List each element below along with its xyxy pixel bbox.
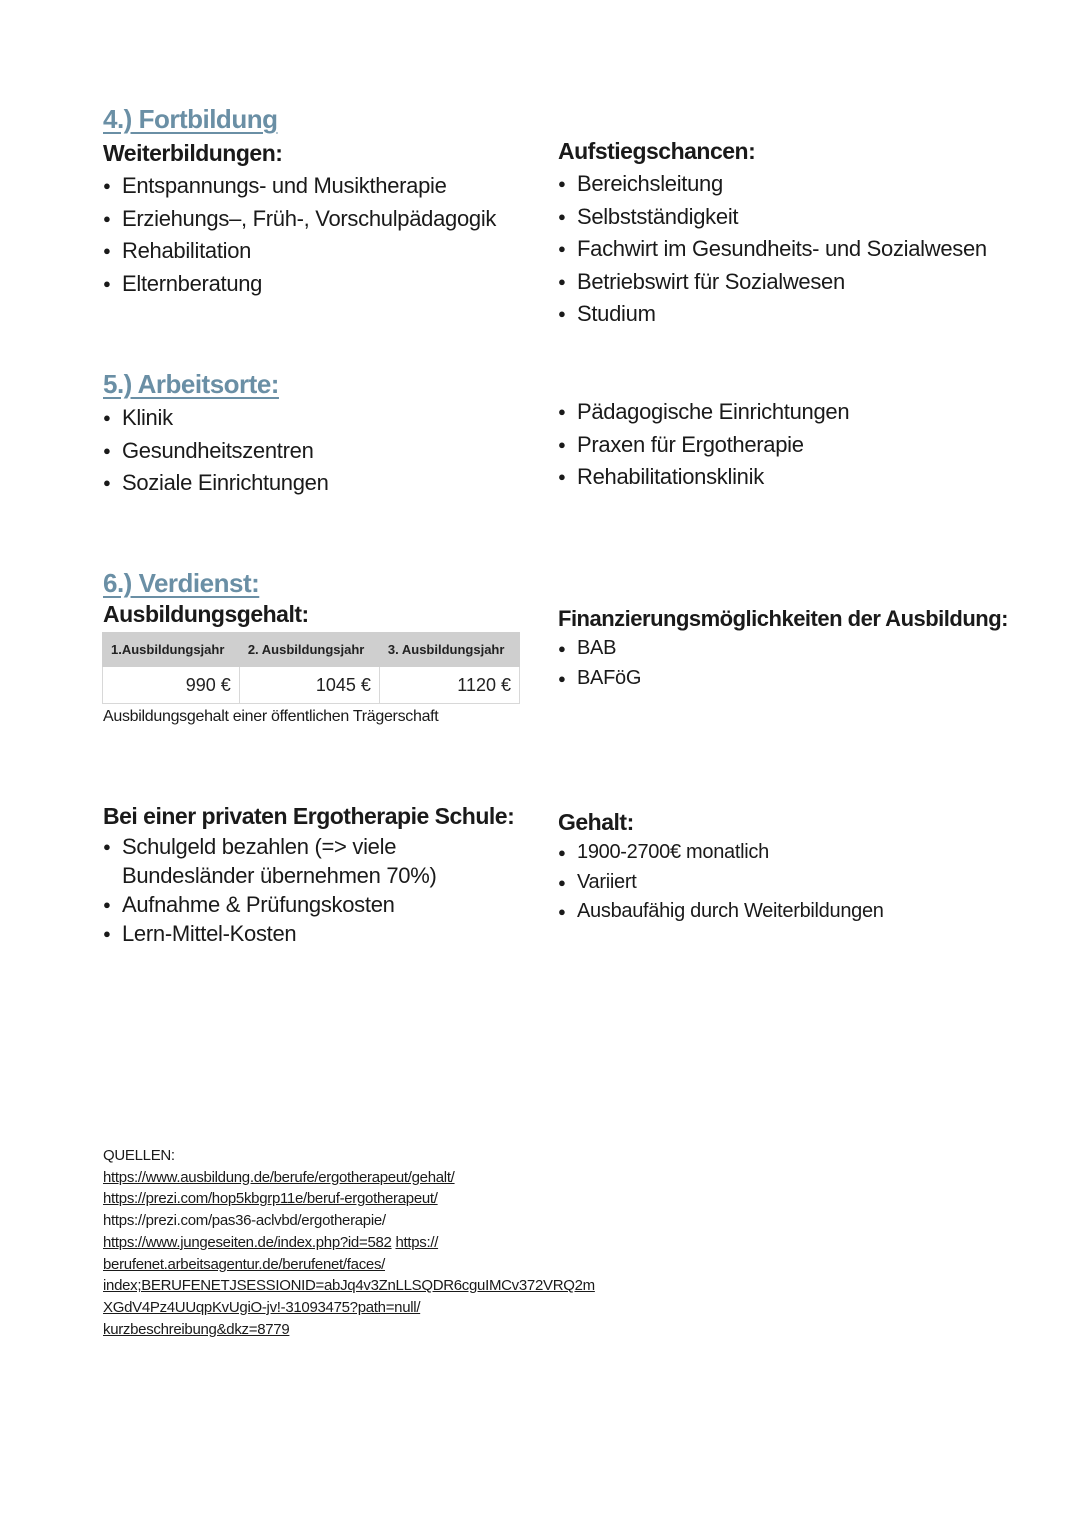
list-item: ● Variiert (558, 868, 884, 898)
list-item: ● 1900-2700€ monatlich (558, 838, 884, 868)
arbeitsorte-left-list (103, 402, 329, 500)
list-item: ● Pädagogische Einrichtungen (558, 396, 849, 429)
list-item: ● Soziale Einrichtungen (103, 467, 329, 500)
table-cell: 990 € (103, 667, 240, 704)
aufstieg-list (558, 168, 987, 331)
gehalt-heading: Gehalt: (558, 809, 634, 835)
salary-table (102, 632, 520, 704)
source-link-5-cont[interactable]: index;BERUFENETJSESSIONID=abJq4v3ZnLLSQDR6cguIMCv372VRQ2m (103, 1277, 595, 1295)
table-header: 3. Ausbildungsjahr (379, 633, 519, 667)
list-item: ● Elternberatung (103, 268, 496, 301)
list-item: ● Klinik (103, 402, 329, 435)
table-header: 2. Ausbildungsjahr (239, 633, 379, 667)
list-item: ● Rehabilitationsklinik (558, 461, 849, 494)
privat-heading: Bei einer privaten Ergotherapie Schule: (103, 803, 515, 829)
table-caption: Ausbildungsgehalt einer öffentlichen Trägerschaft (103, 708, 439, 725)
table-cell: 1045 € (239, 667, 379, 704)
list-item: ● Betriebswirt für Sozialwesen (558, 266, 987, 299)
list-item: ● Lern-Mittel-Kosten (103, 919, 483, 948)
privat-list (103, 832, 483, 948)
gehalt-list (558, 838, 884, 927)
source-link-2[interactable]: https://prezi.com/hop5kbgrp11e/beruf-ergotherapeut/ (103, 1190, 438, 1208)
table-header: 1.Ausbildungsjahr (103, 633, 240, 667)
sources-block (103, 1145, 595, 1340)
source-link-5-cont[interactable]: XGdV4Pz4UUqpKvUgiO-jv!-31093475?path=null/ (103, 1298, 421, 1316)
table-cell: 1120 € (379, 667, 519, 704)
list-item: ● Entspannungs- und Musiktherapie (103, 170, 496, 203)
finanzierung-heading: Finanzierungsmöglichkeiten der Ausbildung: (558, 606, 1008, 631)
list-item: ● Aufnahme & Prüfungskosten (103, 890, 483, 919)
aufstieg-heading: Aufstiegschancen: (558, 138, 756, 164)
weiterbildungen-heading: Weiterbildungen: (103, 140, 283, 166)
arbeitsorte-right-list (558, 396, 849, 494)
list-item: ● Ausbaufähig durch Weiterbildungen (558, 897, 884, 927)
list-item: ● BAB (558, 634, 641, 664)
list-item: ● Selbstständigkeit (558, 201, 987, 234)
list-item: ● Gesundheitszentren (103, 435, 329, 468)
source-link-4[interactable]: https://www.jungeseiten.de/index.php?id=582 (103, 1233, 392, 1251)
source-link-5[interactable]: https:// (395, 1233, 439, 1251)
section-title-arbeitsorte: 5.) Arbeitsorte: (103, 369, 279, 399)
ausbildungsgehalt-heading: Ausbildungsgehalt: (103, 601, 309, 627)
list-item: ● Praxen für Ergotherapie (558, 429, 849, 462)
list-item: ● Bereichsleitung (558, 168, 987, 201)
source-link-1[interactable]: https://www.ausbildung.de/berufe/ergotherapeut/gehalt/ (103, 1168, 455, 1186)
section-title-verdienst: 6.) Verdienst: (103, 568, 260, 598)
source-link-5-cont[interactable]: kurzbeschreibung&dkz=8779 (103, 1320, 290, 1338)
source-text-3: https://prezi.com/pas36-aclvbd/ergotherapie/ (103, 1212, 386, 1230)
section-title-fortbildung: 4.) Fortbildung (103, 104, 278, 134)
weiterbildungen-list (103, 170, 496, 300)
sources-label: QUELLEN: (103, 1147, 175, 1164)
list-item: ● BAFöG (558, 664, 641, 694)
table-row (103, 667, 520, 704)
list-item: ● Schulgeld bezahlen (=> viele Bundesländer übernehmen 70%) (103, 832, 483, 890)
finanzierung-list (558, 634, 641, 693)
list-item: ● Rehabilitation (103, 235, 496, 268)
source-link-5-cont[interactable]: berufenet.arbeitsagentur.de/berufenet/faces/ (103, 1255, 386, 1273)
list-item: ● Studium (558, 298, 987, 331)
list-item: ● Fachwirt im Gesundheits- und Sozialwesen (558, 233, 987, 266)
list-item: ● Erziehungs–, Früh-, Vorschulpädagogik (103, 203, 496, 236)
